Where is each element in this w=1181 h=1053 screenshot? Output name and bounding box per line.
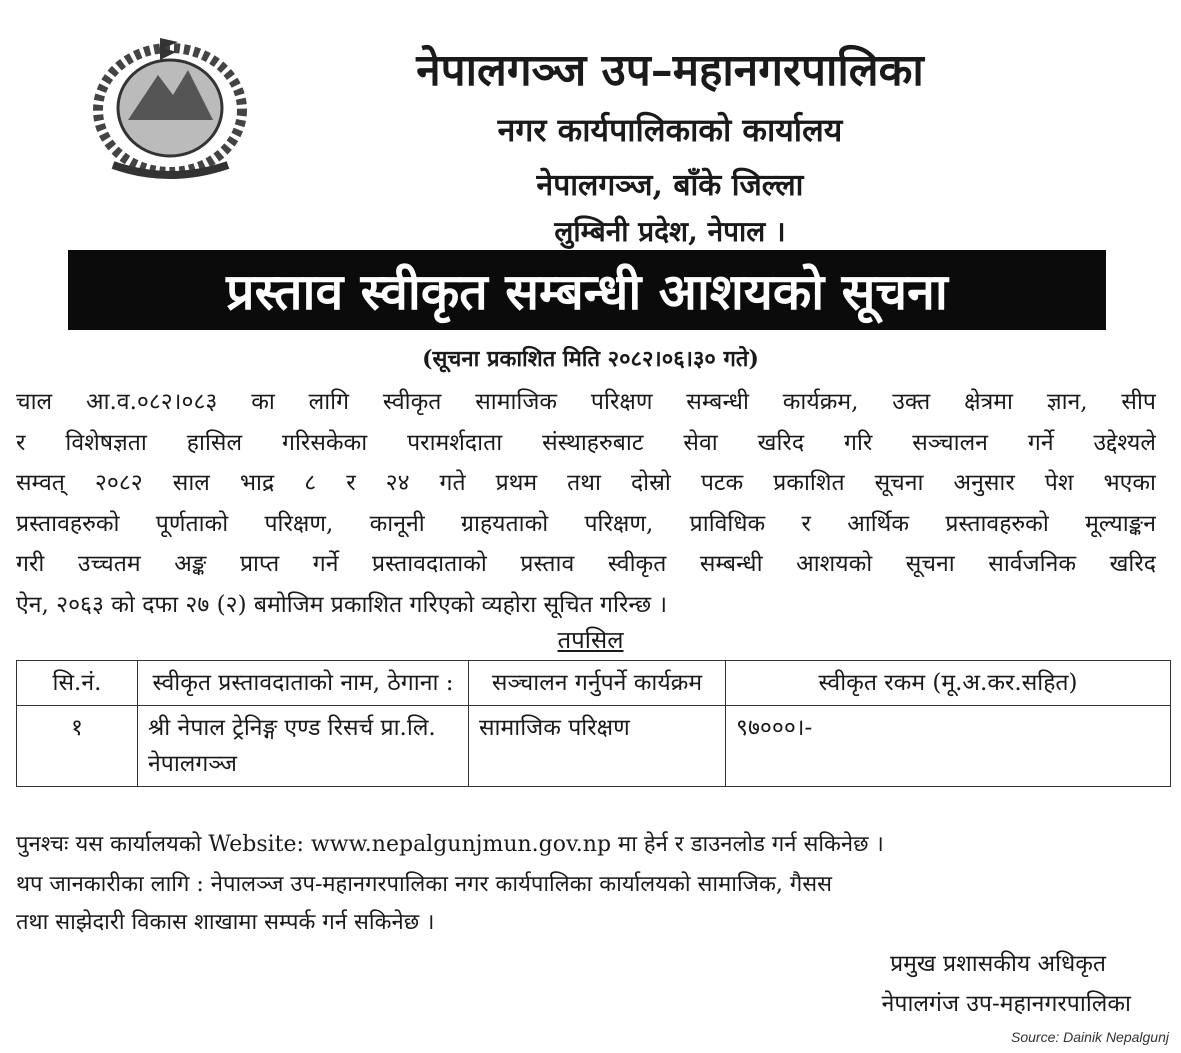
signatory-office: नेपालगंज उप-महानगरपालिका (881, 991, 1131, 1017)
table-header-row (17, 661, 1171, 706)
col-amount: स्वीकृत रकम (मू.अ.कर.सहित) (726, 661, 1171, 706)
cell-program: सामाजिक परिक्षण (469, 706, 726, 787)
table-title: तपसिल (557, 626, 624, 654)
col-proposer: स्वीकृत प्रस्तावदाताको नाम, ठेगाना : (138, 661, 469, 706)
signatory-title: प्रमुख प्रशासकीय अधिकृत (890, 951, 1106, 977)
approved-proposals-table (16, 660, 1171, 787)
cell-proposer: श्री नेपाल ट्रेनिङ्ग एण्ड रिसर्च प्रा.लि. नेपालगञ्ज (138, 706, 469, 787)
municipality-name: नेपालगञ्ज उप–महानगरपालिका (416, 45, 924, 96)
footer-contact-note: थप जानकारीका लागि : नेपालञ्ज उप-महानगरपालिका नगर कार्यपालिका कार्यालयको सामाजिक, गैसस (16, 872, 833, 897)
district: नेपालगञ्ज, बाँके जिल्ला (536, 168, 804, 203)
cell-serial: १ (17, 706, 138, 787)
col-serial: सि.नं. (17, 661, 138, 706)
province: लुम्बिनी प्रदेश, नेपाल । (554, 215, 786, 248)
source-credit: Source: Dainik Nepalgunj (1011, 1029, 1169, 1045)
footer-website-note: पुनश्चः यस कार्यालयको Website: www.nepalgunjmun.gov.np मा हेर्न र डाउनलोड गर्न सकिनेछ । (16, 832, 884, 857)
notice-body (16, 382, 1156, 625)
body-line: र विशेषज्ञता हासिल गरिसकेका परामर्शदाता संस्थाहरुबाट सेवा खरिद गरि सञ्चालन गर्ने उद्देश्यले (16, 429, 1156, 456)
office-name: नगर कार्यपालिकाको कार्यालय (497, 111, 843, 149)
published-date: (सूचना प्रकाशित मिति २०८२।०६।३० गते) (422, 346, 759, 372)
body-line: चाल आ.व.०८२।०८३ का लागि स्वीकृत सामाजिक परिक्षण सम्बन्धी कार्यक्रम, उक्त क्षेत्रमा ज्ञान, सीप (16, 389, 1156, 415)
col-program: सञ्चालन गर्नुपर्ने कार्यक्रम (469, 661, 726, 706)
body-line: सम्वत् २०८२ साल भाद्र ८ र २४ गते प्रथम तथा दोस्रो पटक प्रकाशित सूचना अनुसार पेश भएका (16, 470, 1156, 496)
footer-contact-note-cont: तथा साझेदारी विकास शाखामा सम्पर्क गर्न सकिनेछ । (16, 910, 435, 935)
table-row (17, 706, 1171, 787)
cell-amount: ९७०००।- (726, 706, 1171, 787)
nepal-emblem-logo (88, 30, 253, 185)
body-line: गरी उच्चतम अङ्क प्राप्त गर्ने प्रस्तावदाताको प्रस्ताव स्वीकृत सम्बन्धी आशयको सूचना सार्वजनिक खरिद (16, 551, 1156, 577)
body-line: ऐन, २०६३ को दफा २७ (२) बमोजिम प्रकाशित गरिएको व्यहोरा सूचित गरिन्छ । (16, 591, 668, 618)
notice-title: प्रस्ताव स्वीकृत सम्बन्धी आशयको सूचना (68, 250, 1106, 330)
body-line: प्रस्तावहरुको पूर्णताको परिक्षण, कानूनी ग्राहयताको परिक्षण, प्राविधिक र आर्थिक प्रस्तावहरुको मूल्याङ्कन (16, 510, 1156, 537)
